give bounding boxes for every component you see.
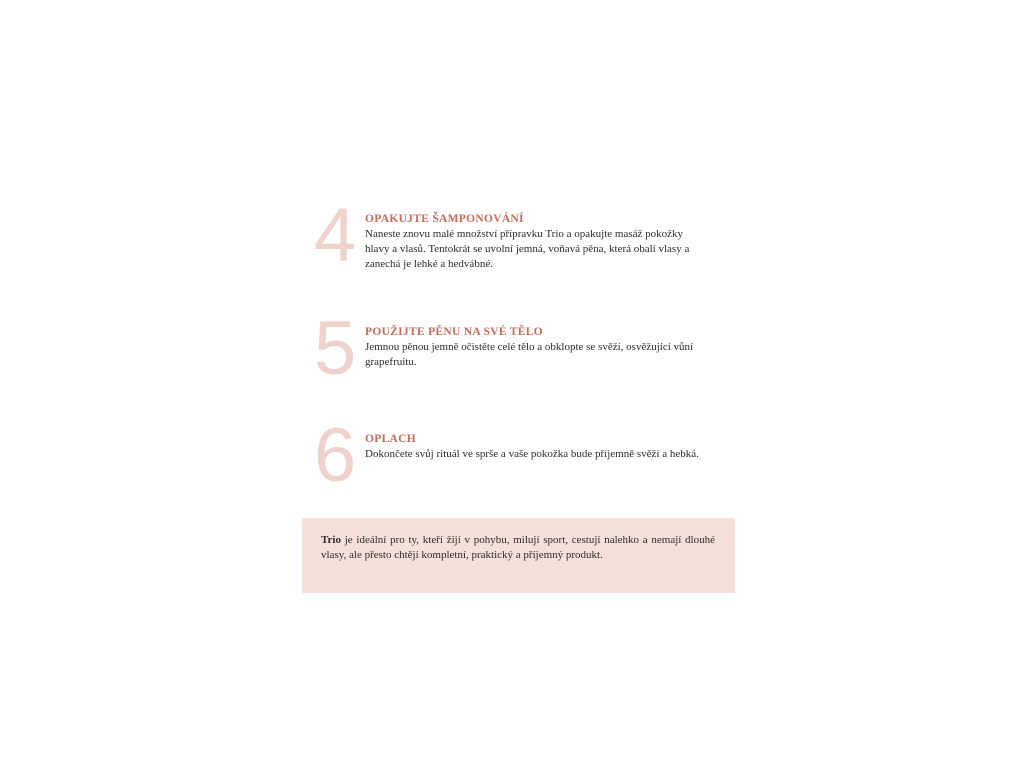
- step-body: [365, 212, 705, 272]
- step-text: Dokončete svůj rituál ve sprše a vaše pokožka bude příjemně svěží a hebká.: [365, 448, 699, 460]
- step-number: 4: [314, 193, 357, 278]
- step-title: POUŽIJTE PĚNU NA SVÉ TĚLO: [365, 326, 543, 338]
- step-text: Naneste znovu malé množství přípravku Trio a opakujte masáž pokožky hlavy a vlasů. Tentokrát se uvolní jemná, voňavá pěna, která obalí vlasy a zanechá je lehké a hedvábné.: [365, 228, 690, 270]
- step-body: [365, 325, 705, 370]
- step-number: 6: [314, 413, 357, 498]
- note-paragraph: [321, 533, 715, 563]
- info-note-box: [302, 518, 735, 593]
- step-text: Jemnou pěnou jemně očistěte celé tělo a obklopte se svěží, osvěžující vůní grapefruitu.: [365, 341, 694, 368]
- step-title: OPLACH: [365, 433, 416, 445]
- note-brand: Trio: [321, 534, 341, 546]
- step-number: 5: [314, 306, 357, 391]
- step-title: OPAKUJTE ŠAMPONOVÁNÍ: [365, 213, 524, 225]
- step-body: [365, 432, 705, 462]
- note-text: je ideální pro ty, kteří žijí v pohybu, milují sport, cestují nalehko a nemají dlouhé vlasy, ale přesto chtějí kompletní, praktický a příjemný produkt.: [321, 534, 715, 561]
